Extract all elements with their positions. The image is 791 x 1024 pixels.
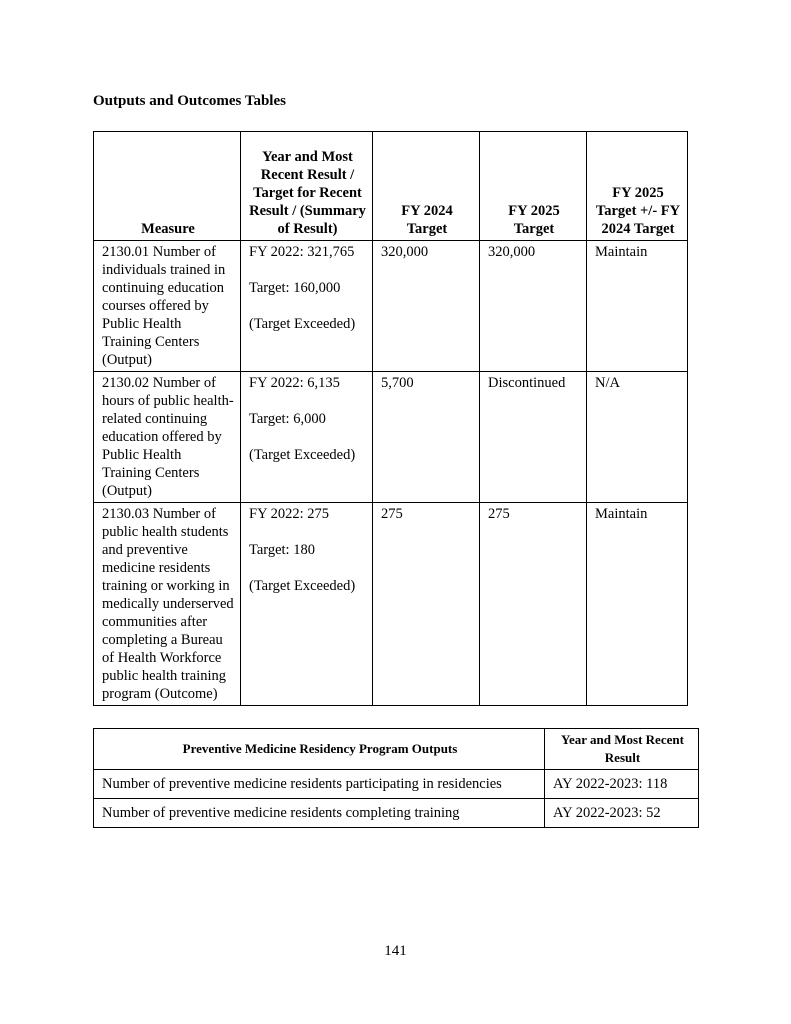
result-value: FY 2022: 6,135 [249,375,340,391]
fy2024-cell: 275 [373,503,480,706]
measure-cell: 2130.02 Number of hours of public health-related continuing education offered by Public Health Training Centers (Output) [94,372,241,503]
change-cell: Maintain [587,241,688,372]
result-summary: (Target Exceeded) [249,316,356,332]
residency-label-cell: Number of preventive medicine residents participating in residencies [94,770,545,799]
residency-value-cell: AY 2022-2023: 118 [545,770,699,799]
table-row [94,241,688,372]
fy2025-cell: 275 [480,503,587,706]
table-row [94,770,699,799]
table-header-row [94,729,699,770]
result-summary: (Target Exceeded) [249,578,356,594]
table-header-row [94,132,688,241]
result-target: Target: 180 [249,542,315,558]
residency-outputs-table [93,728,699,828]
result-target: Target: 160,000 [249,280,341,296]
result-target: Target: 6,000 [249,411,326,427]
result-cell [241,503,373,706]
outputs-outcomes-table [93,131,688,706]
change-cell: N/A [587,372,688,503]
result-value: FY 2022: 275 [249,506,330,522]
fy2025-cell: Discontinued [480,372,587,503]
measure-cell: 2130.01 Number of individuals trained in continuing education courses offered by Public Health Training Centers (Output) [94,241,241,372]
measure-cell: 2130.03 Number of public health students and preventive medicine residents training or working in medically underserved communities after completing a Bureau of Health Workforce public health training program (Outcome) [94,503,241,706]
section-title: Outputs and Outcomes Tables [93,93,286,109]
header-change: FY 2025 Target +/- FY 2024 Target [587,132,688,241]
header-measure: Measure [94,132,241,241]
header-result: Year and Most Recent Result / Target for Recent Result / (Summary of Result) [241,132,373,241]
fy2025-cell: 320,000 [480,241,587,372]
table-row [94,372,688,503]
header-program: Preventive Medicine Residency Program Outputs [94,729,545,770]
header-fy2024: FY 2024 Target [373,132,480,241]
result-cell [241,241,373,372]
header-fy2025: FY 2025 Target [480,132,587,241]
fy2024-cell: 320,000 [373,241,480,372]
change-cell: Maintain [587,503,688,706]
residency-value-cell: AY 2022-2023: 52 [545,799,699,828]
fy2024-cell: 5,700 [373,372,480,503]
table-row [94,503,688,706]
residency-label-cell: Number of preventive medicine residents completing training [94,799,545,828]
result-cell [241,372,373,503]
result-summary: (Target Exceeded) [249,447,356,463]
result-value: FY 2022: 321,765 [249,244,355,260]
page-number: 141 [384,943,407,959]
header-recent-result: Year and Most Recent Result [545,729,699,770]
table-row [94,799,699,828]
